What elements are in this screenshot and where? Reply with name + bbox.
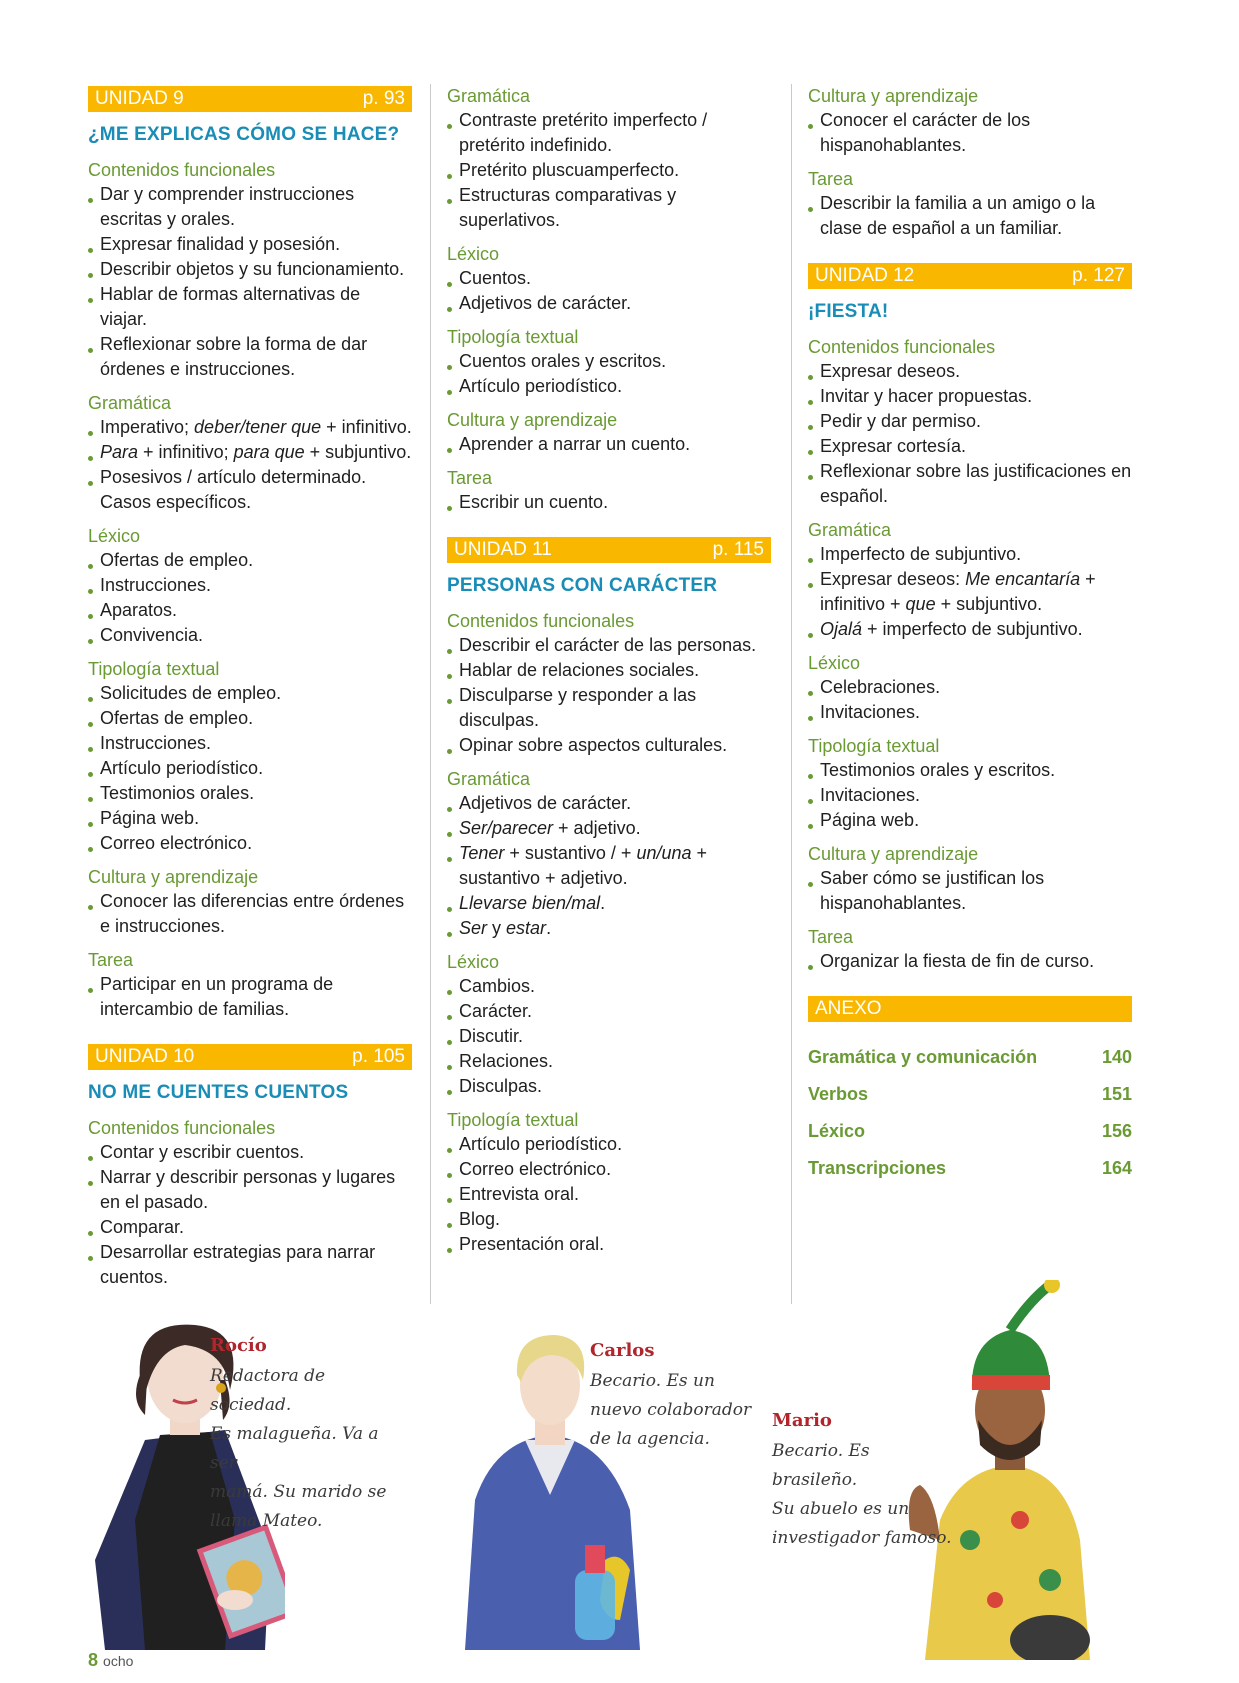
section-heading: Tarea — [88, 950, 134, 970]
unit-block — [808, 263, 1132, 974]
annex-entry-page: 151 — [1101, 1084, 1132, 1104]
annex-entry[interactable] — [808, 1157, 1132, 1180]
list-item: Presentación oral. — [447, 1232, 771, 1257]
list-item: Correo electrónico. — [88, 831, 412, 856]
section-list — [808, 191, 1132, 241]
list-item: Entrevista oral. — [447, 1182, 771, 1207]
list-item: Instrucciones. — [88, 731, 412, 756]
list-item: Contar y escribir cuentos. — [88, 1140, 412, 1165]
list-item: Tener + sustantivo / + un/una + sustantivo + adjetivo. — [447, 841, 771, 891]
list-item: Adjetivos de carácter. — [447, 291, 771, 316]
list-item: Artículo periodístico. — [447, 1132, 771, 1157]
section-list — [808, 542, 1132, 642]
section-heading: Contenidos funcionales — [808, 337, 996, 357]
unit-block — [447, 537, 771, 1257]
unit-label: UNIDAD 12 — [815, 265, 915, 286]
section-list — [808, 949, 1132, 974]
column-divider-1 — [430, 84, 431, 1304]
unit-title: NO ME CUENTES CUENTOS — [88, 1082, 349, 1103]
list-item: Instrucciones. — [88, 573, 412, 598]
section-list — [88, 548, 412, 648]
section-heading: Contenidos funcionales — [88, 160, 276, 180]
unit-label: UNIDAD 11 — [454, 539, 552, 560]
section-list — [447, 633, 771, 758]
annex-entry-page: 140 — [1101, 1047, 1132, 1067]
character-mario — [772, 1410, 952, 1553]
list-item: Artículo periodístico. — [88, 756, 412, 781]
desc-line: Su abuelo es un — [772, 1499, 910, 1519]
desc-line: Becario. Es brasileño. — [772, 1441, 870, 1490]
section-heading: Gramática — [447, 769, 531, 789]
section-heading: Contenidos funcionales — [447, 611, 635, 631]
list-item: Ser/parecer + adjetivo. — [447, 816, 771, 841]
list-item: Discutir. — [447, 1024, 771, 1049]
character-description — [590, 1367, 770, 1454]
section-heading: Gramática — [88, 393, 172, 413]
list-item: Adjetivos de carácter. — [447, 791, 771, 816]
list-item: Carácter. — [447, 999, 771, 1024]
list-item: Solicitudes de empleo. — [88, 681, 412, 706]
list-item: Describir la familia a un amigo o la clase de español a un familiar. — [808, 191, 1132, 241]
list-item: Ser y estar. — [447, 916, 771, 941]
unit-header — [808, 263, 1132, 289]
character-rocio — [210, 1335, 410, 1536]
list-item: Expresar deseos: Me encantaría + infinitivo + que + subjuntivo. — [808, 567, 1132, 617]
section-list — [88, 182, 412, 382]
continued-sections — [808, 84, 1132, 241]
section-list — [447, 791, 771, 941]
section-list — [447, 349, 771, 399]
unit-page: p. 115 — [712, 539, 764, 560]
section-heading: Cultura y aprendizaje — [808, 844, 979, 864]
column-divider-2 — [791, 84, 792, 1304]
list-item: Cambios. — [447, 974, 771, 999]
list-item: Invitaciones. — [808, 700, 1132, 725]
unit-page: p. 93 — [362, 88, 405, 109]
list-item: Aparatos. — [88, 598, 412, 623]
unit-header — [88, 86, 412, 112]
unit-page: p. 105 — [352, 1046, 405, 1067]
list-item: Dar y comprender instrucciones escritas y orales. — [88, 182, 412, 232]
annex-entry-name: Léxico — [808, 1121, 866, 1141]
list-item: Expresar finalidad y posesión. — [88, 232, 412, 257]
unit-page: p. 127 — [1072, 265, 1125, 286]
list-item: Ofertas de empleo. — [88, 548, 412, 573]
section-list — [447, 1132, 771, 1257]
character-description — [772, 1437, 952, 1553]
section-heading: Léxico — [88, 526, 141, 546]
list-item: Imperativo; deber/tener que + infinitivo. — [88, 415, 412, 440]
list-item: Conocer el carácter de los hispanohablantes. — [808, 108, 1132, 158]
unit-header — [88, 1044, 412, 1070]
continued-sections — [447, 84, 771, 515]
section-heading: Cultura y aprendizaje — [88, 867, 259, 887]
annex-entry-page: 156 — [1101, 1121, 1132, 1141]
list-item: Página web. — [88, 806, 412, 831]
section-heading: Cultura y aprendizaje — [447, 410, 618, 430]
section-heading: Gramática — [808, 520, 892, 540]
character-name: Mario — [772, 1410, 832, 1431]
list-item: Disculpas. — [447, 1074, 771, 1099]
list-item: Reflexionar sobre la forma de dar órdenes e instrucciones. — [88, 332, 412, 382]
list-item: Estructuras comparativas y superlativos. — [447, 183, 771, 233]
unit-label: UNIDAD 9 — [95, 88, 184, 109]
column-2 — [447, 84, 771, 1257]
list-item: Opinar sobre aspectos culturales. — [447, 733, 771, 758]
section-list — [447, 266, 771, 316]
section-heading: Tipología textual — [447, 1110, 579, 1130]
section-heading: Tipología textual — [88, 659, 220, 679]
list-item: Expresar cortesía. — [808, 434, 1132, 459]
list-item: Escribir un cuento. — [447, 490, 771, 515]
character-description — [210, 1362, 410, 1536]
desc-line: de la agencia. — [590, 1429, 710, 1449]
section-heading: Tarea — [808, 169, 854, 189]
list-item: Correo electrónico. — [447, 1157, 771, 1182]
list-item: Invitar y hacer propuestas. — [808, 384, 1132, 409]
annex-entry-page: 164 — [1101, 1158, 1132, 1178]
desc-line: Redactora de sociedad. — [210, 1366, 326, 1415]
section-list — [808, 108, 1132, 158]
section-list — [447, 974, 771, 1099]
character-carlos — [590, 1340, 770, 1454]
list-item: Relaciones. — [447, 1049, 771, 1074]
section-heading: Léxico — [808, 653, 861, 673]
section-list — [447, 108, 771, 233]
list-item: Conocer las diferencias entre órdenes e instrucciones. — [88, 889, 412, 939]
list-item: Describir el carácter de las personas. — [447, 633, 771, 658]
list-item: Invitaciones. — [808, 783, 1132, 808]
section-list — [808, 359, 1132, 509]
section-list — [808, 866, 1132, 916]
list-item: Expresar deseos. — [808, 359, 1132, 384]
list-item: Artículo periodístico. — [447, 374, 771, 399]
unit-block — [88, 1044, 412, 1290]
section-heading: Contenidos funcionales — [88, 1118, 276, 1138]
list-item: Contraste pretérito imperfecto / pretérito indefinido. — [447, 108, 771, 158]
annex-entry-name: Verbos — [808, 1084, 869, 1104]
list-item: Convivencia. — [88, 623, 412, 648]
desc-line: llama Mateo. — [210, 1511, 323, 1531]
list-item: Disculparse y responder a las disculpas. — [447, 683, 771, 733]
list-item: Celebraciones. — [808, 675, 1132, 700]
character-name: Carlos — [590, 1340, 655, 1361]
list-item: Pedir y dar permiso. — [808, 409, 1132, 434]
desc-line: Becario. Es un — [590, 1371, 715, 1391]
section-list — [88, 889, 412, 939]
list-item: Saber cómo se justifican los hispanohablantes. — [808, 866, 1132, 916]
unit-header — [447, 537, 771, 563]
list-item: Testimonios orales y escritos. — [808, 758, 1132, 783]
list-item: Llevarse bien/mal. — [447, 891, 771, 916]
list-item: Describir objetos y su funcionamiento. — [88, 257, 412, 282]
section-heading: Léxico — [447, 244, 500, 264]
list-item: Imperfecto de subjuntivo. — [808, 542, 1132, 567]
section-list — [88, 1140, 412, 1290]
list-item: Participar en un programa de intercambio de familias. — [88, 972, 412, 1022]
list-item: Blog. — [447, 1207, 771, 1232]
list-item: Hablar de relaciones sociales. — [447, 658, 771, 683]
annex-label: ANEXO — [815, 998, 882, 1019]
desc-line: investigador famoso. — [772, 1528, 952, 1548]
section-list — [808, 758, 1132, 833]
section-list — [447, 490, 771, 515]
list-item: Aprender a narrar un cuento. — [447, 432, 771, 457]
unit-block — [88, 86, 412, 1022]
list-item: Cuentos orales y escritos. — [447, 349, 771, 374]
page-footer — [88, 1650, 133, 1671]
section-heading: Tipología textual — [447, 327, 579, 347]
list-item: Desarrollar estrategias para narrar cuentos. — [88, 1240, 412, 1290]
list-item: Página web. — [808, 808, 1132, 833]
list-item: Reflexionar sobre las justificaciones en español. — [808, 459, 1132, 509]
list-item: Organizar la fiesta de fin de curso. — [808, 949, 1132, 974]
desc-line: mamá. Su marido se — [210, 1482, 387, 1502]
page-number: 8 — [88, 1650, 99, 1670]
desc-line: nuevo colaborador — [590, 1400, 752, 1420]
unit-title: ¡FIESTA! — [808, 301, 889, 322]
section-heading: Tarea — [808, 927, 854, 947]
annex-entry[interactable] — [808, 1083, 1132, 1106]
annex-entry[interactable] — [808, 1120, 1132, 1143]
list-item: Posesivos / artículo determinado. Casos específicos. — [88, 465, 412, 515]
list-item: Testimonios orales. — [88, 781, 412, 806]
section-heading: Tipología textual — [808, 736, 940, 756]
character-name: Rocío — [210, 1335, 267, 1356]
column-1 — [88, 84, 412, 1290]
section-list — [88, 415, 412, 515]
unit-title: ¿ME EXPLICAS CÓMO SE HACE? — [88, 124, 400, 145]
section-list — [808, 675, 1132, 725]
unit-label: UNIDAD 10 — [95, 1046, 195, 1067]
annex-entry-name: Transcripciones — [808, 1158, 947, 1178]
list-item: Pretérito pluscuamperfecto. — [447, 158, 771, 183]
annex-entry[interactable] — [808, 1046, 1132, 1069]
column-3 — [808, 84, 1132, 1180]
list-item: Hablar de formas alternativas de viajar. — [88, 282, 412, 332]
unit-title: PERSONAS CON CARÁCTER — [447, 575, 718, 596]
section-heading: Léxico — [447, 952, 500, 972]
section-heading: Gramática — [447, 86, 531, 106]
list-item: Narrar y describir personas y lugares en el pasado. — [88, 1165, 412, 1215]
section-list — [88, 681, 412, 856]
list-item: Ojalá + imperfecto de subjuntivo. — [808, 617, 1132, 642]
section-heading: Tarea — [447, 468, 493, 488]
annex-block — [808, 996, 1132, 1180]
list-item: Cuentos. — [447, 266, 771, 291]
annex-entry-name: Gramática y comunicación — [808, 1047, 1038, 1067]
desc-line: Es malagueña. Va a ser — [210, 1424, 379, 1473]
list-item: Comparar. — [88, 1215, 412, 1240]
section-heading: Cultura y aprendizaje — [808, 86, 979, 106]
list-item: Para + infinitivo; para que + subjuntivo. — [88, 440, 412, 465]
section-list — [88, 972, 412, 1022]
list-item: Ofertas de empleo. — [88, 706, 412, 731]
annex-header — [808, 996, 1132, 1022]
page-number-word: ocho — [103, 1653, 134, 1669]
section-list — [447, 432, 771, 457]
